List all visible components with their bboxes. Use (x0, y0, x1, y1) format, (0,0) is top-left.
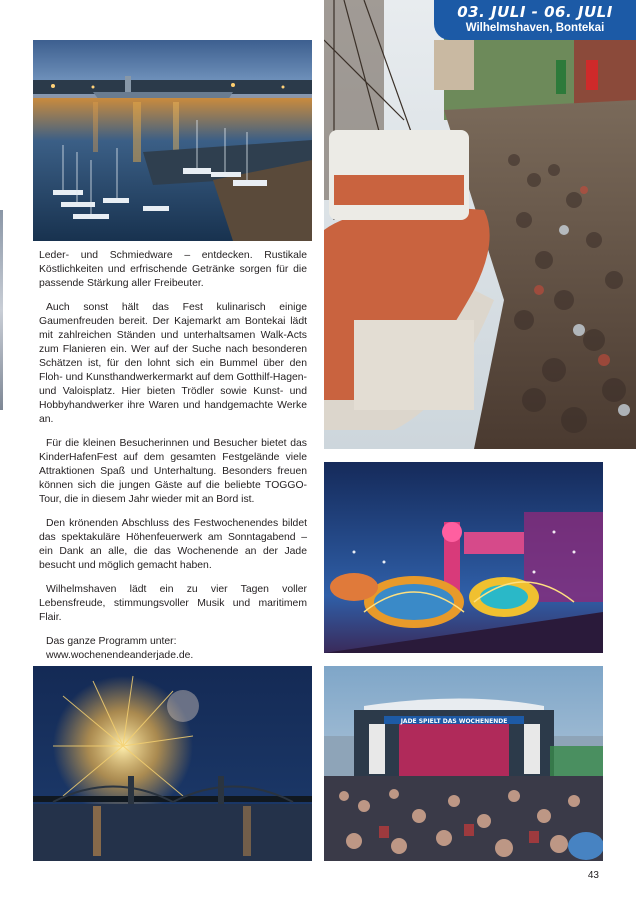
fireworks-bridge-photo (33, 666, 312, 861)
page-number: 43 (587, 870, 599, 881)
previous-page-edge (0, 210, 3, 410)
harbor-marina-photo (33, 40, 312, 241)
program-info-label: Das ganze Programm unter: (46, 636, 177, 647)
funfair-ride-photo (324, 462, 603, 653)
program-website-link[interactable]: www.wochenendeanderjade.de. (46, 650, 194, 661)
concert-stage-photo (324, 666, 603, 861)
stage-sign: JADE SPIELT DAS WOCHENENDE (400, 718, 508, 725)
crowd-bontekai-photo (324, 0, 636, 449)
article-paragraph: Für die kleinen Besucherinnen und Besucher bietet das KinderHafenFest auf dem gesamten Festgelände viele Attraktionen Spaß und Unterhaltung. Besonders freuen können sich die jungen Gäste auf die beliebte TOGGO-Tour, die in diesem Jahr wieder mit an Bord ist. (39, 438, 307, 505)
event-date-banner (434, 0, 636, 40)
event-dates: 03. JULI - 06. JULI (457, 3, 613, 21)
article-body (39, 249, 307, 673)
event-location: Wilhelmshaven, Bontekai (465, 22, 605, 34)
article-paragraph: Leder- und Schmiedware – entdecken. Rustikale Köstlichkeiten und erfrischende Getränke sorgen für die passende Stärkung aller Freibeuter. (39, 250, 307, 289)
article-paragraph: Wilhelmshaven lädt ein zu vier Tagen voller Lebensfreude, stimmungsvoller Musik und maritimem Flair. (39, 584, 307, 623)
article-paragraph: Den krönenden Abschluss des Festwochenendes bildet das spektakuläre Höhenfeuerwerk am Sonntagabend – ein Dank an alle, die das Wochenende an der Jade besucht und möglich gemacht haben. (39, 518, 307, 571)
article-paragraph: Auch sonst hält das Fest kulinarisch einige Gaumenfreuden bereit. Der Kajemarkt am Bontekai lädt mit zahlreichen Ständen und unterhaltsamen Walk-Acts zum Flanieren ein. Wer auf der Suche nach besonderen Schätzen ist, für den lohnt sich ein Bummel über den Floh- und Kunsthandwerkermarkt auf dem Gotthilf-Hagen- und Valoisplatz. Hier bieten Trödler sowie Kunst- und Hobbyhandwerker ihre Waren und handgemachte Werke an. (39, 302, 307, 425)
